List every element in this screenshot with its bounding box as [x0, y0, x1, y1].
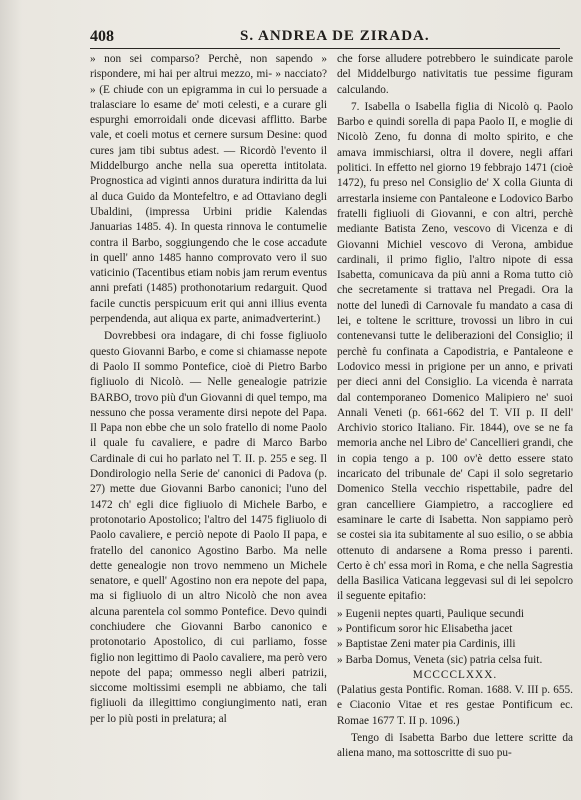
- epitaph-line: » Eugenii neptes quarti, Paulique secundi: [337, 607, 524, 620]
- epitaph-line: » Baptistae Zeni mater pia Cardinis, illi: [337, 638, 516, 651]
- running-title: S. ANDREA DE ZIRADA.: [240, 28, 430, 44]
- right-paragraph: Tengo di Isabetta Barbo due lettere scritte da aliena mano, ma sottoscritte di suo pu-: [337, 732, 573, 760]
- epitaph: [337, 607, 573, 668]
- right-column: [337, 52, 573, 764]
- citation-paragraph: (Palatius gesta Pontific. Roman. 1688. V. III p. 655. e Ciaconio Vitae et res gestae Pontificum ec. Romae 1677 T. II p. 1096.): [337, 684, 573, 727]
- header-rule: [90, 48, 560, 49]
- left-column: [90, 52, 327, 729]
- page-header: [90, 28, 560, 48]
- epitaph-date: MCCCCLXXX.: [412, 668, 498, 681]
- left-paragraph: Dovrebbesi ora indagare, di chi fosse figliuolo questo Giovanni Barbo, e come si chiamasse nepote di Paolo II sommo Pontefice, cioè di Pietro Barbo figliuolo di Nicolò. — Nelle genealogie patrizie BARBO, trovo più d'un Giovanni di quel tempo, ma nessuno che possa veramente dirsi nepote del Papa. Il Papa non ebbe che un solo fratello di nome Paolo il quale fu cavaliere, e padre di Marco Barbo Cardinale di cui ho parlato nel T. II. p. 255 e seg. Il Dondirologio nella Serie de' canonici di Padova (p. 27) mette due Giovanni Barbo canonici; l'uno del 1472 ch' egli dice figliuolo di Michele Barbo, e protonotario Apostolico; l'altro del 1475 figliuolo di Paolo cavaliere, e perciò nepote di Paolo II papa, e fratello del canonico Agostino Barbo. Ma nelle dette genealogie non trovo nemmeno un Michele senatore, e quell' Agostino non era nepote del papa, ma si figliuolo di un altro Nicolò che non avea alcuna parentela col sommo Pontefice. Devo quindi conchiudere che Giovanni Barbo canonico e protonotario Apostolico, di cui parliamo, fosse figlio non legittimo di Paolo cavaliere, ma però vero nepote del papa; ommesso negli alberi patrizii, siccome moltissimi esempli ne abbiamo, che tali figliuoli da illegittimo congiungimento nati, eran per lo più posti in prelatura; al: [90, 330, 327, 725]
- binding-shadow: [0, 0, 22, 800]
- page-number: 408: [90, 28, 114, 45]
- left-paragraph: » non sei comparso? Perchè, non sapendo » rispondere, mi hai per altrui mezzo, mi- » nacciato? » (E chiude con un epigramma in cui lo persuade a tralasciare lo esame de' moti celesti, e a curare gli espurghi emorroidali onde dicevasi afflitto. Barbe vale, et coeli motus et cernere sursum Desine: quod cures jam tibi subtus adest. — Ricordò l'evento il Middelburgo anche nella sua operetta intitolata. Prognostica ad viginti annos duratura indiritta da lui al duca Guido da Montefeltro, e ad Ottaviano degli Ubaldini, (impressa Urbini pridie Kalendas Januarias 1485. 4). In questa rinnova le contumelie contra il Barbo, soggiungendo che le cose accadute in quell' anno 1485 hanno comprovato vero il suo vaticinio (Tacentibus etiam nobis jam rerum eventus anni prefati (1485) prothonotarium redarguit. Quod facile cunctis perspicuum erit qui anni illius eventa perpendenda, aut aliqua ex parte, animadverterint.): [90, 53, 328, 326]
- epitaph-line: » Pontificum soror hic Elisabetha jacet: [337, 622, 513, 635]
- right-paragraph: 7. Isabella o Isabella figlia di Nicolò q. Paolo Barbo e quindi sorella di papa Paolo II, e moglie di Nicolò Zeno, fu donna di molto spirito, e che amava immischiarsi, oltra il dovere, negli affari politici. In effetto nel giorno 19 febbrajo 1471 (cioè 1472), fu preso nel Consiglio de' X colla Giunta di arrestarla insieme con Pantaleone e Lodovico Barbo fratelli figliuoli di Giovanni, e con altri, perchè mediante Batista Zeno, vescovo di Vicenza e di Giovanni Michiel vescovo di Verona, ambidue cardinali, il primo figlio, l'altro nipote di essa Isabetta, comunicava da più anni a Roma tutto ciò che secretamente si trattava nel Pregadi. Ora la notte del lunedì di Carnovale fu mandato a casa di lei, e toltene le scritture, trovossi un libro in cui contenevansi tutte le deliberazioni del Consiglio; il perchè fu confinata a Capodistria, e Pantaleone e Lodovico messi in prigione per un anno, e privati per dieci anni del Consiglio. La vicenda è narrata dal contemporaneo Domenico Malipiero ne' suoi Annali Veneti (p. 661-662 del T. VII p. II dell' Archivio storico Italiano. Fir. 1844), ove se ne fa memoria anche nel Libro de' Cancellieri grandi, che in copia tengo a p. 100 ov'è detto essere stato incaricato del tribunale de' Capi il solo segretario Domenico Stella vecchio rispettabile, padre del gran cancelliere Giampietro, a raccogliere ed esaminare le carte di Isabetta. Non sappiamo però se costei sia ita subitamente al suo esilio, o se abbia ottenuto di andarsene a Roma presso i parenti. Certo è ch' essa morì in Roma, e che nella Sagrestia della Basilica Vaticana leggevasi sul di lei sepolcro il seguente epitafio:: [337, 100, 573, 603]
- epitaph-line: » Barba Domus, Veneta (sic) patria celsa fuit.: [337, 653, 543, 666]
- right-paragraph: che forse alludere potrebbero le suindicate parole del Middelburgo nativitatis tue pessime figuram calculando.: [337, 53, 573, 96]
